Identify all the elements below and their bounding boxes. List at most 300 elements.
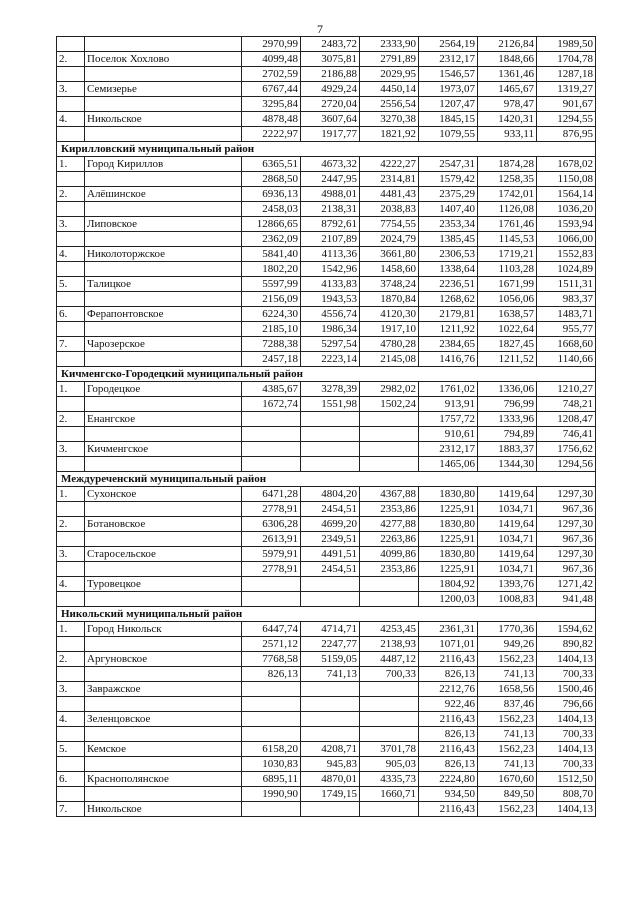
value-cell: 2778,91 (242, 562, 301, 577)
table-row (57, 307, 596, 322)
row-index: 1. (57, 622, 85, 637)
value-cell: 1066,00 (537, 232, 596, 247)
settlement-name: Чарозерское (85, 337, 242, 352)
value-cell: 2222,97 (242, 127, 301, 142)
settlement-name: Никольское (85, 802, 242, 817)
value-cell: 933,11 (478, 127, 537, 142)
value-cell: 4673,32 (301, 157, 360, 172)
table-row (57, 292, 596, 307)
settlement-name (85, 397, 242, 412)
value-cell: 1034,71 (478, 502, 537, 517)
table-row (57, 772, 596, 787)
value-cell (360, 682, 419, 697)
value-cell: 1465,67 (478, 82, 537, 97)
value-cell (242, 802, 301, 817)
value-cell: 2384,65 (419, 337, 478, 352)
settlement-name: Аргуновское (85, 652, 242, 667)
value-cell: 1821,92 (360, 127, 419, 142)
value-cell: 1385,45 (419, 232, 478, 247)
value-cell: 1404,13 (537, 712, 596, 727)
value-cell: 1419,64 (478, 517, 537, 532)
settlement-name: Старосельское (85, 547, 242, 562)
value-cell: 1660,71 (360, 787, 419, 802)
value-cell: 4335,73 (360, 772, 419, 787)
value-cell: 2720,04 (301, 97, 360, 112)
value-cell: 1207,47 (419, 97, 478, 112)
settlement-name (85, 322, 242, 337)
value-cell: 1225,91 (419, 562, 478, 577)
row-index: 6. (57, 307, 85, 322)
value-cell: 1564,14 (537, 187, 596, 202)
value-cell (242, 682, 301, 697)
value-cell: 1756,62 (537, 442, 596, 457)
table-row (57, 697, 596, 712)
value-cell: 1036,20 (537, 202, 596, 217)
settlement-name (85, 592, 242, 607)
value-cell: 2353,34 (419, 217, 478, 232)
value-cell: 1208,47 (537, 412, 596, 427)
value-cell: 1672,74 (242, 397, 301, 412)
row-index: 2. (57, 517, 85, 532)
value-cell (242, 727, 301, 742)
value-cell: 4487,12 (360, 652, 419, 667)
value-cell (301, 802, 360, 817)
settlement-name: Ферапонтовское (85, 307, 242, 322)
table-row (57, 382, 596, 397)
value-cell: 796,99 (478, 397, 537, 412)
value-cell: 967,36 (537, 532, 596, 547)
value-cell: 4208,71 (301, 742, 360, 757)
value-cell: 741,13 (478, 727, 537, 742)
value-cell (360, 727, 419, 742)
value-cell (242, 427, 301, 442)
district-header-row (57, 367, 596, 382)
row-index: 2. (57, 187, 85, 202)
value-cell: 1827,45 (478, 337, 537, 352)
value-cell: 1140,66 (537, 352, 596, 367)
value-cell: 1830,80 (419, 487, 478, 502)
table-row (57, 337, 596, 352)
row-index (57, 532, 85, 547)
table-row (57, 397, 596, 412)
value-cell: 4714,71 (301, 622, 360, 637)
settlement-name (85, 202, 242, 217)
value-cell: 1079,55 (419, 127, 478, 142)
value-cell: 1973,07 (419, 82, 478, 97)
row-index: 3. (57, 547, 85, 562)
value-cell (301, 712, 360, 727)
table-row (57, 532, 596, 547)
value-cell: 700,33 (360, 667, 419, 682)
value-cell: 2454,51 (301, 502, 360, 517)
value-cell: 5159,05 (301, 652, 360, 667)
settlement-name (85, 427, 242, 442)
row-index: 2. (57, 412, 85, 427)
value-cell: 4113,36 (301, 247, 360, 262)
value-cell: 4870,01 (301, 772, 360, 787)
settlement-name: Кичменгское (85, 442, 242, 457)
value-cell: 2353,86 (360, 502, 419, 517)
value-cell: 748,21 (537, 397, 596, 412)
value-cell: 2236,51 (419, 277, 478, 292)
value-cell: 1761,02 (419, 382, 478, 397)
value-cell: 913,91 (419, 397, 478, 412)
settlement-name (85, 727, 242, 742)
value-cell: 2791,89 (360, 52, 419, 67)
value-cell: 2185,10 (242, 322, 301, 337)
value-cell: 1562,23 (478, 802, 537, 817)
value-cell: 3701,78 (360, 742, 419, 757)
value-cell: 1294,56 (537, 457, 596, 472)
row-index: 4. (57, 577, 85, 592)
table-row (57, 802, 596, 817)
value-cell: 1287,18 (537, 67, 596, 82)
value-cell: 826,13 (419, 727, 478, 742)
value-cell: 6471,28 (242, 487, 301, 502)
row-index: 3. (57, 82, 85, 97)
row-index (57, 757, 85, 772)
value-cell: 1271,42 (537, 577, 596, 592)
settlement-name: Краснополянское (85, 772, 242, 787)
settlement-name (85, 37, 242, 52)
row-index: 6. (57, 772, 85, 787)
table-row (57, 217, 596, 232)
value-cell: 1593,94 (537, 217, 596, 232)
district-name: Кичменгско-Городецкий муниципальный район (57, 367, 596, 382)
settlement-name: Ботановское (85, 517, 242, 532)
value-cell (301, 727, 360, 742)
row-index (57, 262, 85, 277)
table-row (57, 592, 596, 607)
row-index: 5. (57, 277, 85, 292)
value-cell: 2107,89 (301, 232, 360, 247)
value-cell: 955,77 (537, 322, 596, 337)
value-cell: 1145,53 (478, 232, 537, 247)
table-row (57, 247, 596, 262)
value-cell: 1802,20 (242, 262, 301, 277)
page-number: 7 (317, 22, 323, 36)
value-cell: 2547,31 (419, 157, 478, 172)
value-cell: 5597,99 (242, 277, 301, 292)
value-cell: 2556,54 (360, 97, 419, 112)
value-cell: 6767,44 (242, 82, 301, 97)
value-cell: 5841,40 (242, 247, 301, 262)
value-cell: 2223,14 (301, 352, 360, 367)
table-row (57, 727, 596, 742)
settlement-name: Талицкое (85, 277, 242, 292)
row-index (57, 697, 85, 712)
value-cell: 1407,40 (419, 202, 478, 217)
value-cell: 2362,09 (242, 232, 301, 247)
table-row (57, 487, 596, 502)
value-cell: 1990,90 (242, 787, 301, 802)
table-row (57, 67, 596, 82)
value-cell: 1338,64 (419, 262, 478, 277)
value-cell: 1465,06 (419, 457, 478, 472)
value-cell: 1211,52 (478, 352, 537, 367)
value-cell: 1594,62 (537, 622, 596, 637)
row-index: 3. (57, 682, 85, 697)
row-index: 3. (57, 217, 85, 232)
value-cell: 1670,60 (478, 772, 537, 787)
value-cell: 3748,24 (360, 277, 419, 292)
settlement-name: Завражское (85, 682, 242, 697)
value-cell: 1200,03 (419, 592, 478, 607)
value-cell: 945,83 (301, 757, 360, 772)
value-cell: 2483,72 (301, 37, 360, 52)
value-cell: 2116,43 (419, 652, 478, 667)
settlement-name (85, 757, 242, 772)
value-cell: 2868,50 (242, 172, 301, 187)
row-index (57, 397, 85, 412)
table-row (57, 412, 596, 427)
value-cell: 4222,27 (360, 157, 419, 172)
value-cell: 2375,29 (419, 187, 478, 202)
value-cell: 2263,86 (360, 532, 419, 547)
table-row (57, 547, 596, 562)
value-cell: 1742,01 (478, 187, 537, 202)
row-index (57, 457, 85, 472)
table-row (57, 97, 596, 112)
table-row (57, 52, 596, 67)
value-cell: 1416,76 (419, 352, 478, 367)
value-cell: 1870,84 (360, 292, 419, 307)
value-cell: 2024,79 (360, 232, 419, 247)
settlement-name: Туровецкое (85, 577, 242, 592)
value-cell: 3295,84 (242, 97, 301, 112)
value-cell (242, 457, 301, 472)
value-cell: 3270,38 (360, 112, 419, 127)
value-cell: 967,36 (537, 562, 596, 577)
value-cell: 2156,09 (242, 292, 301, 307)
row-index (57, 427, 85, 442)
value-cell: 1671,99 (478, 277, 537, 292)
value-cell: 1845,15 (419, 112, 478, 127)
value-cell: 2458,03 (242, 202, 301, 217)
value-cell (301, 427, 360, 442)
district-name: Кирилловский муниципальный район (57, 142, 596, 157)
table-row (57, 622, 596, 637)
value-cell: 741,13 (478, 757, 537, 772)
settlement-name: Городецкое (85, 382, 242, 397)
value-cell: 1150,08 (537, 172, 596, 187)
value-cell: 2029,95 (360, 67, 419, 82)
value-cell (360, 412, 419, 427)
value-cell: 4253,45 (360, 622, 419, 637)
row-index (57, 667, 85, 682)
value-cell: 1419,64 (478, 547, 537, 562)
row-index: 3. (57, 442, 85, 457)
settlement-name (85, 172, 242, 187)
settlement-name (85, 502, 242, 517)
row-index (57, 127, 85, 142)
value-cell: 1404,13 (537, 802, 596, 817)
district-header-row (57, 142, 596, 157)
value-cell (242, 412, 301, 427)
value-cell (360, 697, 419, 712)
settlement-name: Зеленцовское (85, 712, 242, 727)
value-cell: 1333,96 (478, 412, 537, 427)
settlement-name (85, 787, 242, 802)
district-header-row (57, 607, 596, 622)
row-index: 7. (57, 337, 85, 352)
value-cell: 1678,02 (537, 157, 596, 172)
value-cell: 4120,30 (360, 307, 419, 322)
value-cell: 2457,18 (242, 352, 301, 367)
value-cell: 1258,35 (478, 172, 537, 187)
row-index: 5. (57, 742, 85, 757)
value-cell: 12866,65 (242, 217, 301, 232)
value-cell: 5979,91 (242, 547, 301, 562)
value-cell: 2138,93 (360, 637, 419, 652)
settlement-name (85, 67, 242, 82)
value-cell: 4450,14 (360, 82, 419, 97)
table-row (57, 457, 596, 472)
value-cell: 922,46 (419, 697, 478, 712)
value-cell (360, 577, 419, 592)
value-cell: 1546,57 (419, 67, 478, 82)
value-cell: 1225,91 (419, 502, 478, 517)
value-cell: 2702,59 (242, 67, 301, 82)
value-cell: 4988,01 (301, 187, 360, 202)
value-cell: 2116,43 (419, 712, 478, 727)
value-cell: 1668,60 (537, 337, 596, 352)
value-cell: 4367,88 (360, 487, 419, 502)
value-cell: 967,36 (537, 502, 596, 517)
value-cell: 4804,20 (301, 487, 360, 502)
value-cell (301, 412, 360, 427)
value-cell: 4699,20 (301, 517, 360, 532)
table-row (57, 127, 596, 142)
value-cell: 1830,80 (419, 517, 478, 532)
value-cell: 2349,51 (301, 532, 360, 547)
settlement-name: Сухонское (85, 487, 242, 502)
row-index (57, 562, 85, 577)
value-cell: 1512,50 (537, 772, 596, 787)
value-cell: 700,33 (537, 667, 596, 682)
value-cell: 910,61 (419, 427, 478, 442)
value-cell: 1749,15 (301, 787, 360, 802)
value-cell: 6158,20 (242, 742, 301, 757)
value-cell: 890,82 (537, 637, 596, 652)
value-cell: 1757,72 (419, 412, 478, 427)
value-cell: 849,50 (478, 787, 537, 802)
value-cell: 1211,92 (419, 322, 478, 337)
value-cell: 941,48 (537, 592, 596, 607)
row-index (57, 592, 85, 607)
table-row (57, 517, 596, 532)
value-cell: 1719,21 (478, 247, 537, 262)
value-cell: 796,66 (537, 697, 596, 712)
value-cell: 1056,06 (478, 292, 537, 307)
settlement-name: Город Кириллов (85, 157, 242, 172)
value-cell: 2970,99 (242, 37, 301, 52)
value-cell: 1542,96 (301, 262, 360, 277)
value-cell: 1008,83 (478, 592, 537, 607)
value-cell: 1034,71 (478, 532, 537, 547)
value-cell: 4099,86 (360, 547, 419, 562)
settlement-name: Николоторжское (85, 247, 242, 262)
settlement-name: Алёшинское (85, 187, 242, 202)
value-cell: 1225,91 (419, 532, 478, 547)
value-cell: 2314,81 (360, 172, 419, 187)
value-cell: 2312,17 (419, 52, 478, 67)
district-name: Никольский муниципальный район (57, 607, 596, 622)
row-index: 7. (57, 802, 85, 817)
value-cell: 2564,19 (419, 37, 478, 52)
value-cell: 1483,71 (537, 307, 596, 322)
value-cell: 1294,55 (537, 112, 596, 127)
value-cell: 2116,43 (419, 742, 478, 757)
settlement-name: Поселок Хохлово (85, 52, 242, 67)
value-cell: 1552,83 (537, 247, 596, 262)
value-cell: 1943,53 (301, 292, 360, 307)
value-cell: 1579,42 (419, 172, 478, 187)
value-cell: 826,13 (242, 667, 301, 682)
value-cell (301, 457, 360, 472)
value-cell: 826,13 (419, 757, 478, 772)
value-cell: 2116,43 (419, 802, 478, 817)
table-row (57, 712, 596, 727)
value-cell: 1551,98 (301, 397, 360, 412)
row-index: 4. (57, 112, 85, 127)
value-cell: 1761,46 (478, 217, 537, 232)
tariff-table (56, 36, 596, 817)
table-row (57, 172, 596, 187)
value-cell: 1361,46 (478, 67, 537, 82)
settlement-name (85, 667, 242, 682)
value-cell: 1336,06 (478, 382, 537, 397)
settlement-name (85, 232, 242, 247)
value-cell: 1511,31 (537, 277, 596, 292)
table-row (57, 37, 596, 52)
settlement-name (85, 562, 242, 577)
value-cell: 2613,91 (242, 532, 301, 547)
value-cell: 1562,23 (478, 742, 537, 757)
value-cell: 2179,81 (419, 307, 478, 322)
value-cell (301, 682, 360, 697)
value-cell (242, 697, 301, 712)
value-cell: 1268,62 (419, 292, 478, 307)
row-index (57, 637, 85, 652)
value-cell: 4481,43 (360, 187, 419, 202)
settlement-name (85, 532, 242, 547)
row-index: 2. (57, 52, 85, 67)
value-cell: 7288,38 (242, 337, 301, 352)
value-cell: 4878,48 (242, 112, 301, 127)
table-row (57, 787, 596, 802)
value-cell: 2038,83 (360, 202, 419, 217)
value-cell: 934,50 (419, 787, 478, 802)
value-cell: 1126,08 (478, 202, 537, 217)
row-index (57, 232, 85, 247)
row-index (57, 502, 85, 517)
value-cell: 4929,24 (301, 82, 360, 97)
value-cell: 2571,12 (242, 637, 301, 652)
table-row (57, 277, 596, 292)
value-cell: 1034,71 (478, 562, 537, 577)
value-cell: 1297,30 (537, 487, 596, 502)
value-cell: 1071,01 (419, 637, 478, 652)
value-cell: 2138,31 (301, 202, 360, 217)
value-cell (242, 442, 301, 457)
table-row (57, 427, 596, 442)
value-cell: 2306,53 (419, 247, 478, 262)
value-cell: 7754,55 (360, 217, 419, 232)
settlement-name (85, 292, 242, 307)
value-cell (242, 712, 301, 727)
district-name: Междуреченский муниципальный район (57, 472, 596, 487)
